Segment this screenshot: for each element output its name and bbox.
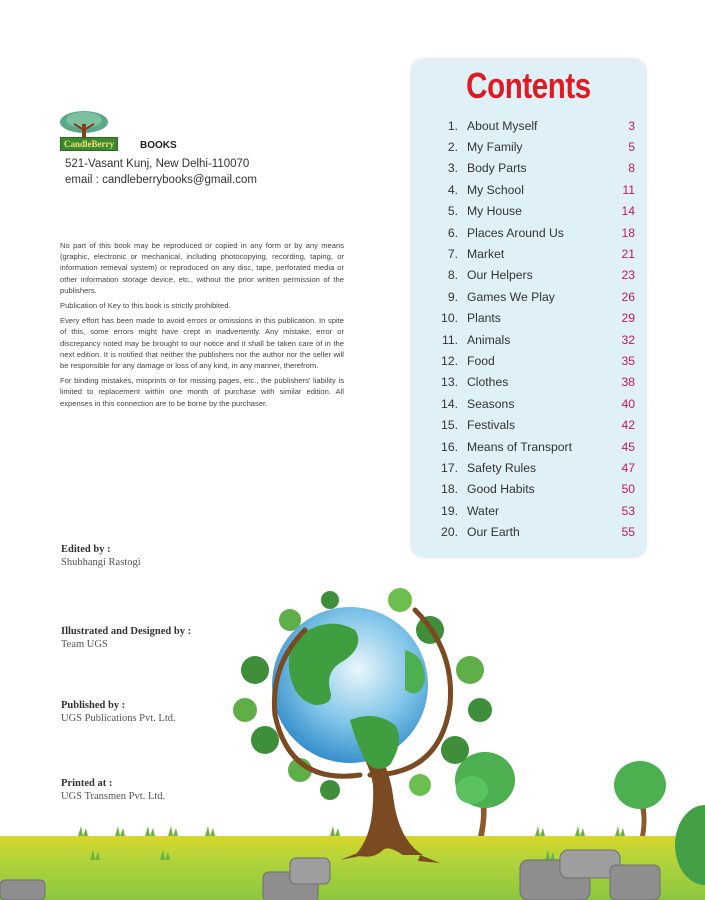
contents-item-number: 3. (447, 161, 458, 176)
contents-item-title: My House (467, 204, 522, 219)
contents-item (425, 329, 635, 350)
contents-item (425, 372, 635, 393)
logo-books-text: BOOKS (140, 140, 177, 151)
contents-item-title: Food (467, 353, 495, 368)
contents-item-page: 23 (621, 268, 635, 283)
contents-item-number: 12. (441, 353, 458, 368)
contents-item-title: Body Parts (467, 161, 527, 176)
contents-item-page: 53 (621, 503, 635, 518)
legal-paragraph: Every effort has been made to avoid errors or omissions in this publication. In spite of this, some errors might have crept in inadvertently. Any mistake, error or discrepancy noted may be brought to our notice and it shall be taken care of in the next edition. It is notified that neither the publishers nor the author nor the seller will be responsible for any damage or loss of any kind, in any manner, therefrom. (60, 316, 344, 371)
contents-item-page: 47 (621, 460, 635, 475)
contents-item-title: Plants (467, 311, 501, 326)
contents-item (425, 414, 635, 435)
contents-item-page: 21 (621, 247, 635, 262)
contents-item-title: Means of Transport (467, 439, 572, 454)
contents-item-number: 11. (441, 332, 458, 347)
contents-item-page: 5 (628, 140, 635, 155)
credit-label: Published by : (61, 700, 126, 711)
contents-item-number: 13. (441, 375, 458, 390)
contents-item-number: 5. (447, 204, 458, 219)
contents-item-number: 19. (441, 503, 458, 518)
contents-item-page: 26 (621, 289, 635, 304)
contents-item-number: 7. (447, 247, 458, 262)
tree-logo-icon (58, 110, 110, 140)
globe (272, 607, 428, 769)
legal-paragraph: No part of this book may be reproduced or copied in any form or by any means (graphic, electronic or mechanical, including photocopying, recording, taping, or information retrieval system) or reproduced on any disc, tape, perforated media or other information storage device, etc., without the prior written permission of the publishers. (60, 241, 344, 295)
contents-item-page: 3 (628, 118, 635, 133)
contents-item (425, 500, 635, 521)
contents-item (425, 136, 635, 157)
contents-item (425, 521, 635, 542)
contents-item-page: 42 (621, 418, 635, 433)
contents-item-number: 18. (441, 482, 458, 497)
contents-item (425, 158, 635, 179)
contents-item-number: 17. (441, 460, 458, 475)
contents-item-number: 4. (447, 182, 458, 197)
contents-item-number: 2. (447, 140, 458, 155)
contents-item-number: 15. (441, 418, 458, 433)
contents-item-title: My Family (467, 140, 523, 155)
contents-item-title: Water (467, 503, 500, 518)
legal-paragraph: Publication of Key to this book is strictly prohibited. (60, 301, 231, 311)
contents-item-title: Safety Rules (467, 460, 537, 475)
contents-item (425, 308, 635, 329)
credit-label: Illustrated and Designed by : (61, 626, 192, 637)
contents-item (425, 457, 635, 478)
contents-item (425, 286, 635, 307)
contents-item (425, 222, 635, 243)
contents-item-page: 50 (621, 482, 635, 497)
contents-item-number: 14. (441, 396, 458, 411)
contents-item-title: Market (467, 247, 505, 262)
contents-title: Contents (466, 65, 591, 106)
contents-item-page: 14 (621, 204, 635, 219)
contents-item-title: My School (467, 182, 524, 197)
contents-item-title: Clothes (467, 375, 509, 390)
publisher-address: 521-Vasant Kunj, New Delhi-110070 (65, 158, 250, 170)
earth-tree-illustration (0, 560, 705, 900)
contents-panel (411, 59, 646, 557)
contents-item-number: 1. (447, 118, 458, 133)
contents-item (425, 115, 635, 136)
contents-item-title: Festivals (467, 418, 516, 433)
contents-item-title: Games We Play (467, 289, 555, 304)
credit-label: Printed at : (61, 778, 113, 789)
contents-item-page: 18 (621, 225, 635, 240)
contents-item-number: 10. (441, 311, 458, 326)
contents-item-page: 38 (621, 375, 635, 390)
publisher-email: email : candleberrybooks@gmail.com (65, 174, 257, 186)
contents-item-title: Our Helpers (467, 268, 533, 283)
contents-item (425, 201, 635, 222)
contents-item-title: Animals (467, 332, 511, 347)
contents-item (425, 393, 635, 414)
contents-item-title: Seasons (467, 396, 515, 411)
contents-item-number: 9. (447, 289, 458, 304)
small-tree-right-2 (614, 761, 666, 836)
contents-item-number: 6. (447, 225, 458, 240)
contents-item (425, 436, 635, 457)
contents-item-page: 29 (621, 311, 635, 326)
contents-item-number: 20. (441, 525, 458, 540)
contents-item (425, 243, 635, 264)
contents-item-title: About Myself (467, 118, 538, 133)
credit-value: Team UGS (61, 639, 108, 650)
publisher-address-block (65, 156, 257, 188)
contents-item-page: 11 (622, 182, 635, 197)
legal-paragraph: For binding mistakes, misprints or for missing pages, etc., the publishers' liability is limited to replacement within one month of purchase with similar edition. All expenses in this connection are to be borne by the purchaser. (60, 376, 344, 408)
contents-item-number: 8. (447, 268, 458, 283)
contents-item-page: 45 (621, 439, 635, 454)
contents-item-title: Good Habits (467, 482, 535, 497)
small-tree-right-1 (455, 752, 515, 836)
credit-value: Shubhangi Rastogi (61, 557, 141, 568)
contents-item-number: 16. (441, 439, 458, 454)
contents-item (425, 479, 635, 500)
contents-item-title: Our Earth (467, 525, 520, 540)
contents-item (425, 179, 635, 200)
credit-value: UGS Publications Pvt. Ltd. (61, 713, 176, 724)
contents-item (425, 265, 635, 286)
contents-list (425, 115, 635, 543)
contents-item-page: 32 (621, 332, 635, 347)
contents-item-page: 55 (621, 525, 635, 540)
contents-item-page: 35 (621, 353, 635, 368)
logo-badge: CandleBerry (60, 137, 118, 151)
contents-item-title: Places Around Us (467, 225, 564, 240)
legal-notice (60, 240, 344, 413)
credit-label: Edited by : (61, 544, 111, 555)
contents-item (425, 350, 635, 371)
contents-item-page: 40 (621, 396, 635, 411)
credit-value: UGS Transmen Pvt. Ltd. (61, 791, 166, 802)
contents-item-page: 8 (628, 161, 635, 176)
